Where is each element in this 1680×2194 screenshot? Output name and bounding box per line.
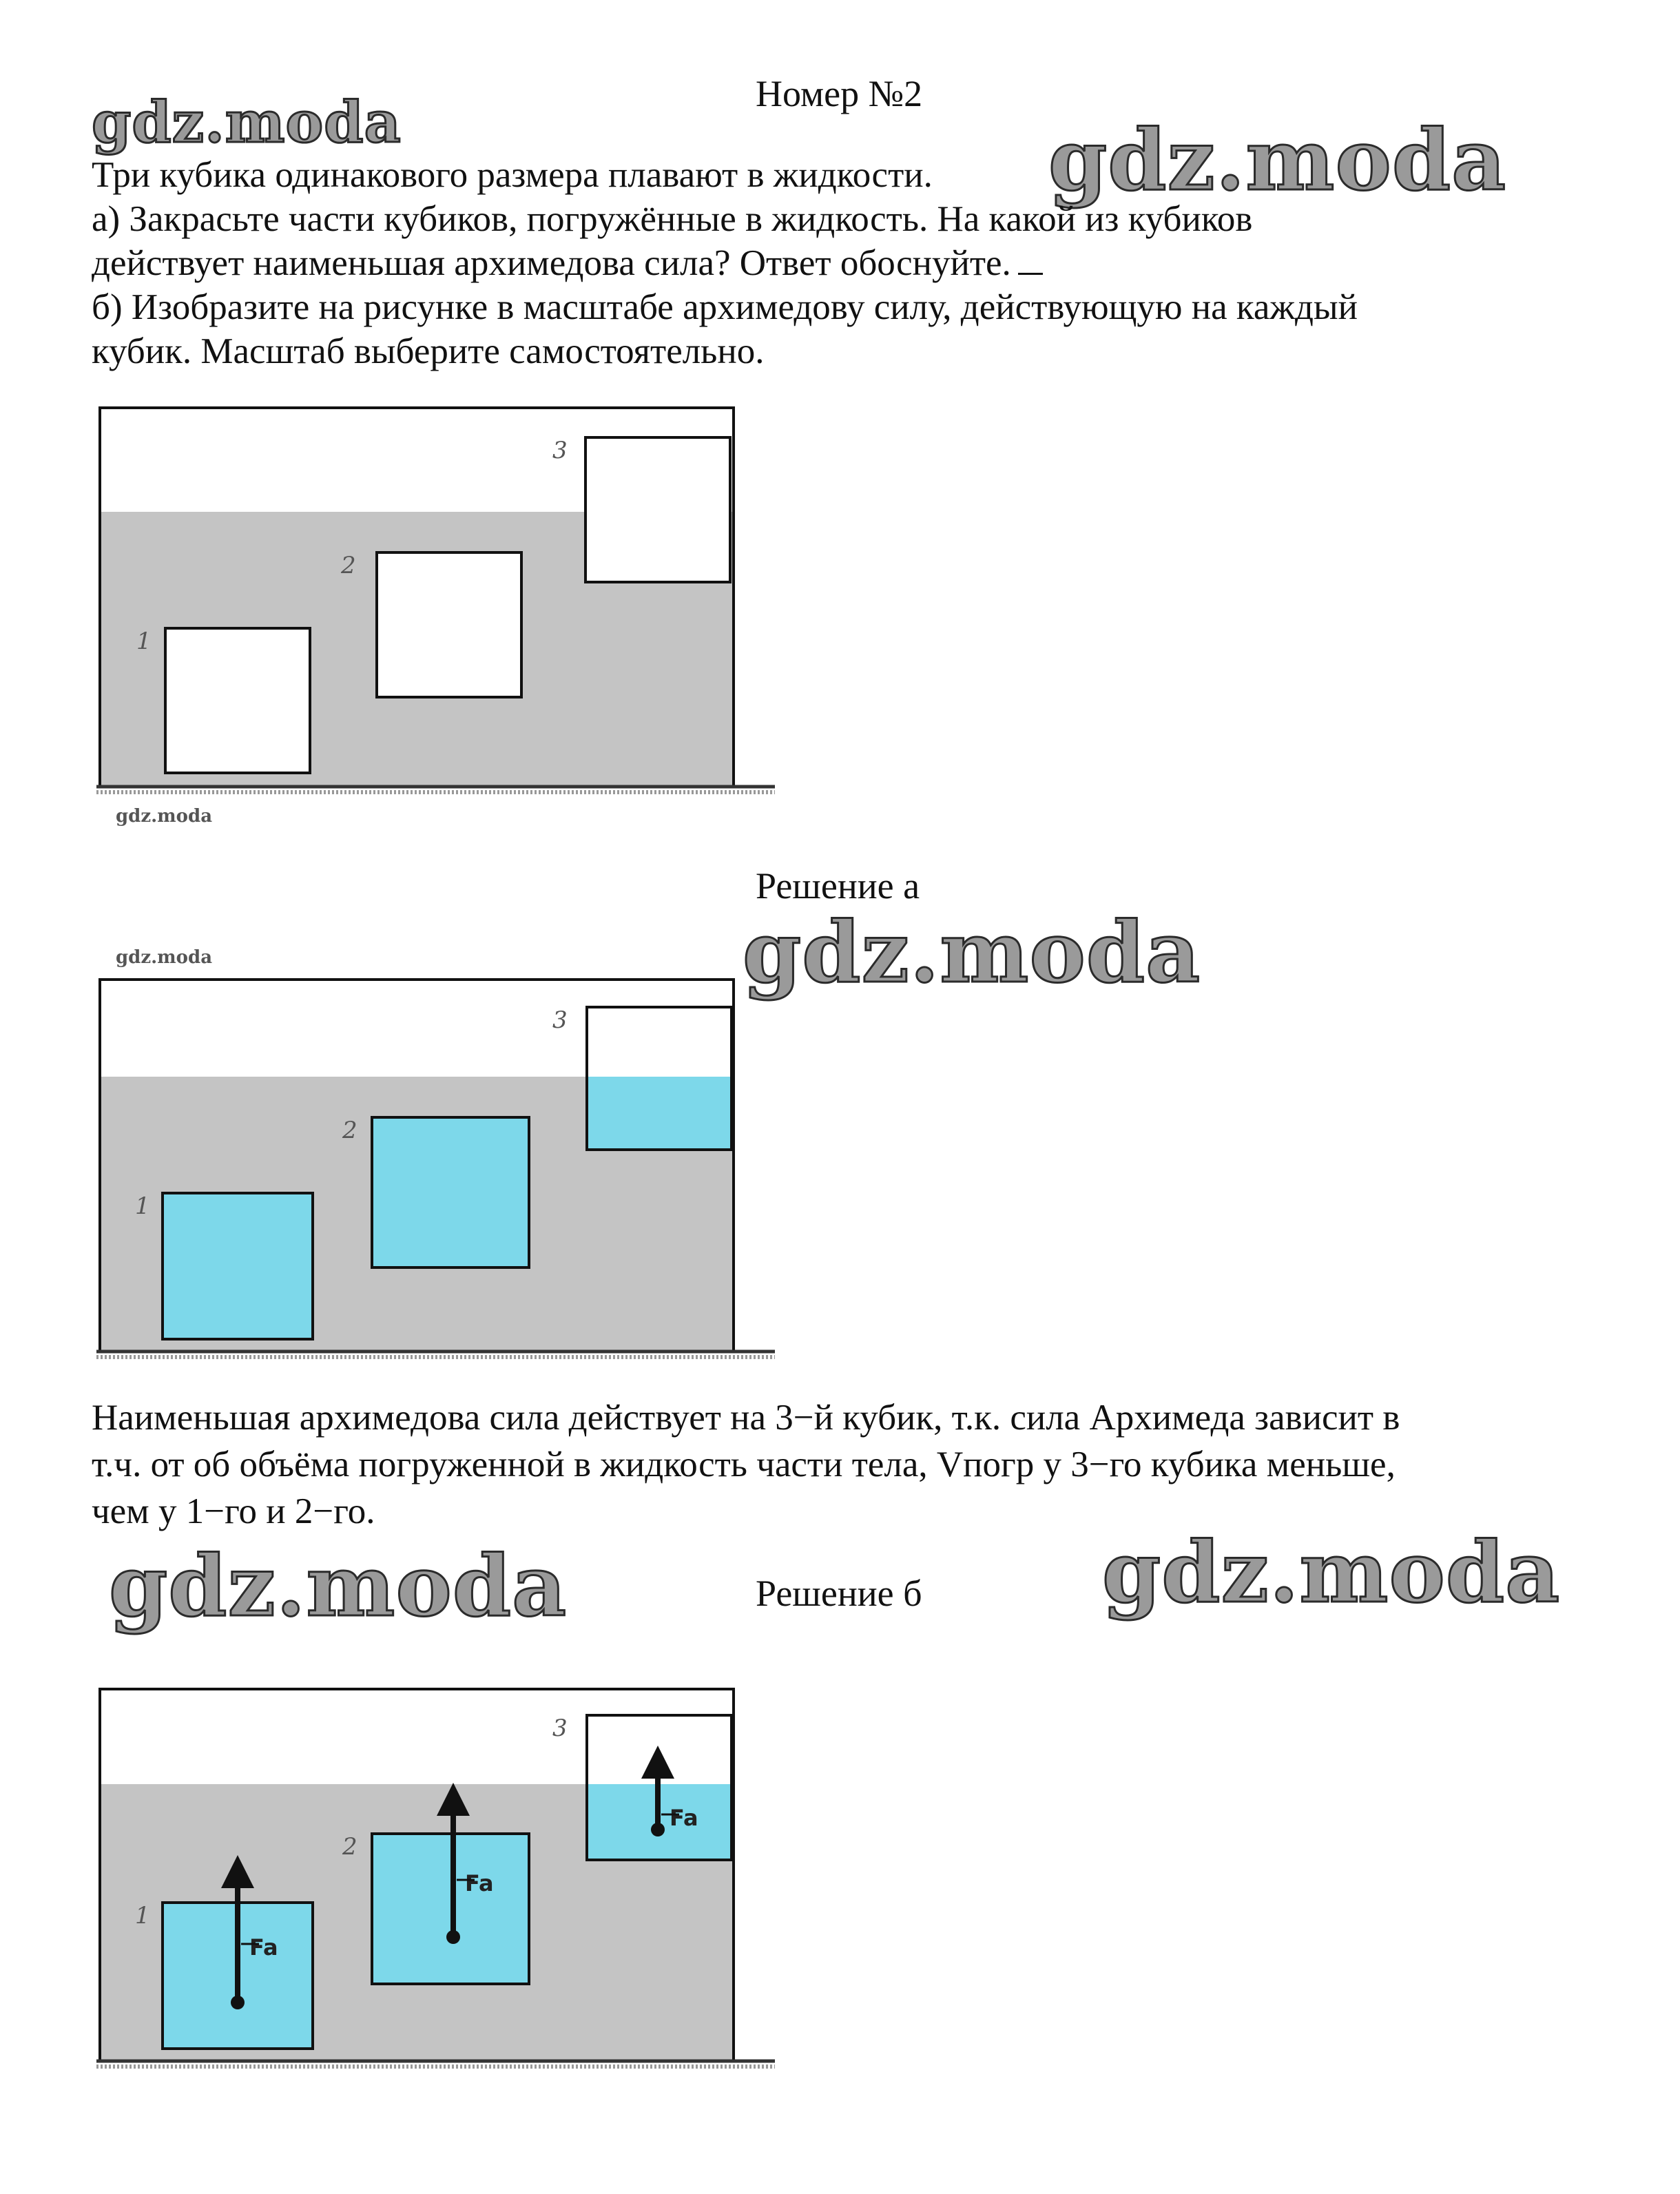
force-label-cube-1: Fa xyxy=(249,1934,278,1960)
cube-1 xyxy=(165,628,310,773)
force-origin-cube-3 xyxy=(651,1823,665,1836)
watermark: gdz.moda xyxy=(116,806,213,827)
cube-2-submerged xyxy=(372,1117,529,1267)
cube-label-2: 2 xyxy=(342,1833,357,1861)
task-part-b-line2: кубик. Масштаб выберите самостоятельно. xyxy=(92,331,765,371)
solution-a-heading: Решение а xyxy=(756,865,920,907)
cube-1-submerged xyxy=(163,1193,313,1339)
solution-b-heading: Решение б xyxy=(756,1573,922,1614)
watermark: gdz.moda xyxy=(743,902,1201,1002)
force-origin-cube-2 xyxy=(446,1930,460,1944)
answer-line3: чем у 1−го и 2−го. xyxy=(92,1491,375,1531)
cube-label-3: 3 xyxy=(552,1006,568,1034)
watermark: gdz.moda xyxy=(116,947,213,968)
task-text xyxy=(92,153,1600,373)
force-label-cube-3: Fa xyxy=(670,1805,698,1831)
figure-task xyxy=(96,400,778,827)
cube-label-1: 1 xyxy=(135,1902,150,1929)
figure-solution-b xyxy=(96,1681,778,2108)
cube-label-1: 1 xyxy=(135,1192,150,1220)
watermark: gdz.moda xyxy=(109,1536,568,1635)
cube-3 xyxy=(585,437,730,582)
force-origin-cube-1 xyxy=(231,1996,245,2009)
cube-label-2: 2 xyxy=(341,552,356,579)
cube-label-3: 3 xyxy=(552,437,568,464)
cube-2 xyxy=(377,552,521,697)
watermark: gdz.moda xyxy=(92,90,402,156)
force-label-cube-2: Fa xyxy=(465,1870,494,1896)
watermark: gdz.moda xyxy=(1102,1522,1561,1622)
solution-a-answer xyxy=(92,1394,1600,1535)
watermark: gdz.moda xyxy=(1048,110,1507,209)
task-part-a-line2: действует наименьшая архимедова сила? Ответ обоснуйте. xyxy=(92,241,1600,285)
answer-line2: т.ч. от об объёма погруженной в жидкость части тела, Vпогр у 3−го кубика меньше, xyxy=(92,1445,1396,1484)
answer-line1: Наименьшая архимедова сила действует на 3−й кубик, т.к. сила Архимеда зависит в xyxy=(92,1398,1400,1438)
task-part-b-line1: б) Изобразите на рисунке в масштабе архимедову силу, действующую на каждый xyxy=(92,287,1358,327)
page-title: Номер №2 xyxy=(756,73,923,114)
cube-label-1: 1 xyxy=(136,628,152,655)
task-part-a-line1: а) Закрасьте части кубиков, погружённые в жидкость. На какой из кубиков xyxy=(92,199,1253,239)
figure-solution-a xyxy=(96,971,778,1398)
task-intro: Три кубика одинакового размера плавают в жидкости. xyxy=(92,155,933,195)
cube-label-3: 3 xyxy=(552,1715,568,1742)
cube-label-2: 2 xyxy=(342,1117,357,1144)
cube-3-submerged-part xyxy=(587,1077,732,1150)
